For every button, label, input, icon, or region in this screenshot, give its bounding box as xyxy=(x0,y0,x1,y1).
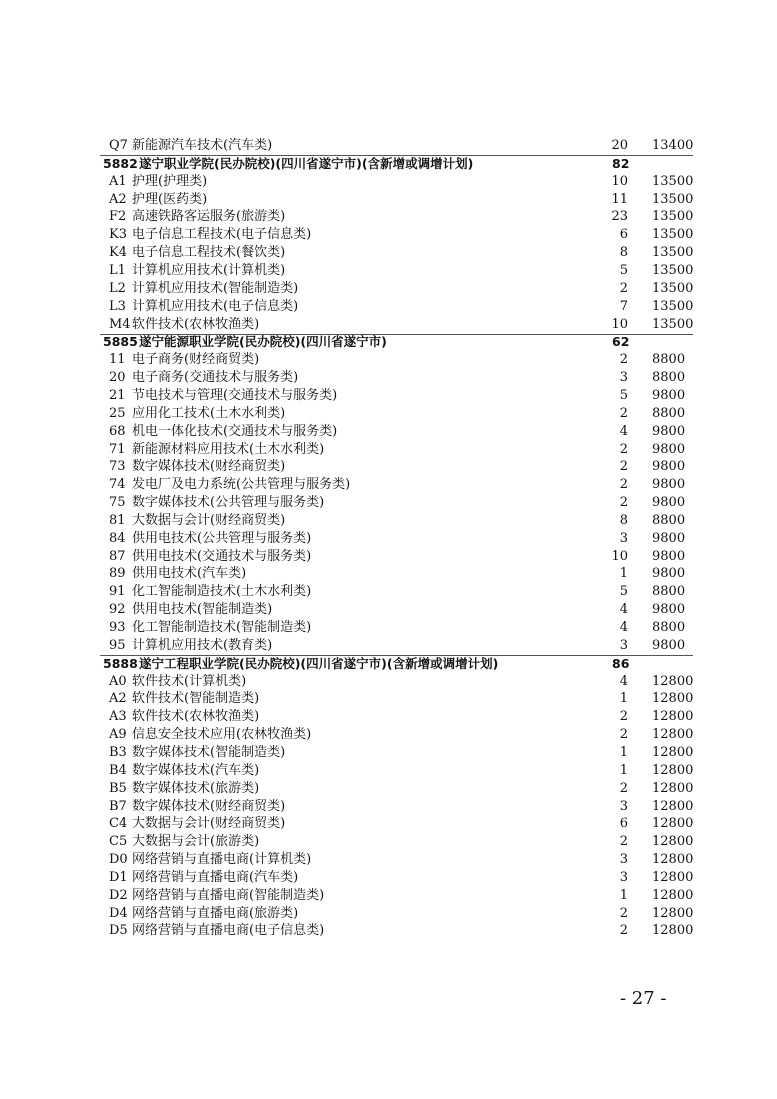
major-code: 95 xyxy=(109,637,126,653)
school-name: 遂宁工程职业学院(民办院校)(四川省遂宁市)(含新增或调增计划) xyxy=(139,655,499,671)
tuition-fee: 9800 xyxy=(652,387,686,403)
major-row xyxy=(0,762,777,780)
major-code: 73 xyxy=(109,459,126,475)
tuition-fee: 13500 xyxy=(652,280,694,296)
school-code: 5882 xyxy=(103,155,138,171)
major-code: L2 xyxy=(109,280,126,296)
plan-count: 1 xyxy=(619,691,628,707)
school-total-plan: 86 xyxy=(612,655,630,671)
major-row xyxy=(0,690,777,708)
major-code: K3 xyxy=(109,227,127,243)
major-name: 数字媒体技术(财经商贸类) xyxy=(132,798,286,814)
major-code: A1 xyxy=(109,173,127,189)
major-code: 20 xyxy=(109,370,126,386)
plan-count: 2 xyxy=(619,405,628,421)
major-row xyxy=(0,833,777,851)
major-name: 数字媒体技术(财经商贸类) xyxy=(132,459,286,475)
tuition-fee: 12800 xyxy=(652,887,694,903)
school-code: 5888 xyxy=(103,655,138,671)
tuition-fee: 9800 xyxy=(652,566,686,582)
major-row xyxy=(0,476,777,494)
major-name: 大数据与会计(旅游类) xyxy=(132,834,260,850)
plan-count: 2 xyxy=(619,441,628,457)
plan-count: 5 xyxy=(619,387,628,403)
major-row xyxy=(0,512,777,530)
tuition-fee: 13500 xyxy=(652,316,694,332)
major-name: 应用化工技术(土木水利类) xyxy=(132,405,286,421)
major-code: 11 xyxy=(109,352,126,368)
tuition-fee: 12800 xyxy=(652,816,694,832)
tuition-fee: 9800 xyxy=(652,495,686,510)
plan-count: 3 xyxy=(619,798,628,814)
major-code: A2 xyxy=(109,191,127,207)
plan-count: 3 xyxy=(619,370,628,386)
tuition-fee: 13400 xyxy=(652,138,694,153)
tuition-fee: 13500 xyxy=(652,298,694,314)
tuition-fee: 9800 xyxy=(652,530,686,546)
plan-count: 7 xyxy=(619,298,628,314)
major-row xyxy=(0,548,777,566)
plan-count: 4 xyxy=(619,423,628,439)
major-row xyxy=(0,565,777,583)
major-code: 84 xyxy=(109,530,126,546)
major-row xyxy=(0,798,777,816)
major-name: 计算机应用技术(电子信息类) xyxy=(132,298,299,314)
tuition-fee: 12800 xyxy=(652,852,694,867)
major-row xyxy=(0,887,777,905)
major-row xyxy=(0,905,777,923)
tuition-fee: 9800 xyxy=(652,602,686,618)
major-row xyxy=(0,441,777,459)
plan-count: 2 xyxy=(619,459,628,475)
major-name: 护理(医药类) xyxy=(132,191,208,207)
page-number: - 27 - xyxy=(620,988,667,1009)
major-name: 高速铁路客运服务(旅游类) xyxy=(132,209,286,225)
school-name: 遂宁能源职业学院(民办院校)(四川省遂宁市) xyxy=(139,334,387,350)
major-name: 数字媒体技术(旅游类) xyxy=(132,780,260,796)
plan-count: 1 xyxy=(619,887,628,903)
major-name: 软件技术(农林牧渔类) xyxy=(132,316,260,332)
major-row xyxy=(0,191,777,209)
major-code: 74 xyxy=(109,477,126,493)
tuition-fee: 8800 xyxy=(652,405,686,421)
major-name: 电子商务(交通技术与服务类) xyxy=(132,370,299,386)
tuition-fee: 9800 xyxy=(652,459,686,475)
major-row xyxy=(0,423,777,441)
tuition-fee: 13500 xyxy=(652,227,694,243)
major-code: L3 xyxy=(109,298,126,314)
major-code: 81 xyxy=(109,512,126,528)
major-name: 大数据与会计(财经商贸类) xyxy=(132,816,286,832)
major-code: 87 xyxy=(109,548,126,564)
plan-count: 6 xyxy=(619,816,628,832)
major-code: 91 xyxy=(109,584,126,600)
plan-count: 10 xyxy=(611,173,628,189)
major-code: 21 xyxy=(109,387,126,403)
tuition-fee: 12800 xyxy=(652,691,694,707)
major-row xyxy=(0,262,777,280)
school-header-row xyxy=(0,333,777,351)
major-row xyxy=(0,173,777,191)
school-name: 遂宁职业学院(民办院校)(四川省遂宁市)(含新增或调增计划) xyxy=(139,155,474,171)
tuition-fee: 8800 xyxy=(652,512,686,528)
major-code: L1 xyxy=(109,262,126,278)
major-row xyxy=(0,244,777,262)
plan-count: 3 xyxy=(619,869,628,885)
tuition-fee: 12800 xyxy=(652,780,694,796)
plan-count: 6 xyxy=(619,227,628,243)
major-name: 供用电技术(公共管理与服务类) xyxy=(132,530,312,546)
major-code: D5 xyxy=(109,923,128,939)
plan-count: 2 xyxy=(619,495,628,510)
major-name: 信息安全技术应用(农林牧渔类) xyxy=(132,727,312,743)
major-code: D4 xyxy=(109,905,128,921)
plan-count: 2 xyxy=(619,727,628,743)
major-code: 89 xyxy=(109,566,126,582)
major-row xyxy=(0,298,777,316)
tuition-fee: 12800 xyxy=(652,834,694,850)
plan-count: 2 xyxy=(619,905,628,921)
major-row xyxy=(0,744,777,762)
tuition-fee: 12800 xyxy=(652,905,694,921)
major-row xyxy=(0,458,777,476)
major-row xyxy=(0,619,777,637)
major-name: 计算机应用技术(教育类) xyxy=(132,637,273,653)
tuition-fee: 12800 xyxy=(652,673,694,689)
major-code: 71 xyxy=(109,441,126,457)
tuition-fee: 12800 xyxy=(652,762,694,778)
major-row xyxy=(0,815,777,833)
tuition-fee: 12800 xyxy=(652,709,694,725)
tuition-fee: 8800 xyxy=(652,370,686,386)
major-name: 供用电技术(智能制造类) xyxy=(132,602,273,618)
plan-count: 3 xyxy=(619,637,628,653)
major-code: A9 xyxy=(109,727,127,743)
tuition-fee: 9800 xyxy=(652,423,686,439)
major-code: 92 xyxy=(109,602,126,618)
major-row xyxy=(0,922,777,940)
major-code: B4 xyxy=(109,762,127,778)
plan-count: 8 xyxy=(619,245,628,261)
major-code: B7 xyxy=(109,798,127,814)
tuition-fee: 8800 xyxy=(652,620,686,635)
plan-count: 10 xyxy=(611,548,628,564)
tuition-fee: 13500 xyxy=(652,262,694,278)
major-code: M4 xyxy=(109,316,131,332)
major-code: Q7 xyxy=(109,138,128,153)
plan-count: 2 xyxy=(619,923,628,939)
major-name: 供用电技术(汽车类) xyxy=(132,566,247,582)
major-code: D1 xyxy=(109,869,128,885)
tuition-fee: 12800 xyxy=(652,744,694,760)
major-name: 网络营销与直播电商(智能制造类) xyxy=(132,887,325,903)
plan-count: 1 xyxy=(619,744,628,760)
major-name: 网络营销与直播电商(计算机类) xyxy=(132,852,312,867)
major-name: 网络营销与直播电商(汽车类) xyxy=(132,869,299,885)
major-row xyxy=(0,280,777,298)
major-code: C5 xyxy=(109,834,128,850)
school-code: 5885 xyxy=(103,334,138,350)
plan-count: 4 xyxy=(619,602,628,618)
major-code: K4 xyxy=(109,245,127,261)
major-row xyxy=(0,851,777,869)
plan-count: 23 xyxy=(611,209,628,225)
plan-count: 3 xyxy=(619,852,628,867)
plan-count: 5 xyxy=(619,262,628,278)
major-code: D0 xyxy=(109,852,128,867)
plan-count: 1 xyxy=(619,762,628,778)
major-row xyxy=(0,387,777,405)
major-row xyxy=(0,351,777,369)
major-name: 化工智能制造技术(智能制造类) xyxy=(132,620,312,635)
major-name: 电子信息工程技术(餐饮类) xyxy=(132,245,286,261)
major-row xyxy=(0,601,777,619)
tuition-fee: 13500 xyxy=(652,245,694,261)
tuition-fee: 13500 xyxy=(652,209,694,225)
major-row xyxy=(0,637,777,655)
major-code: C4 xyxy=(109,816,128,832)
plan-count: 2 xyxy=(619,780,628,796)
plan-count: 20 xyxy=(611,138,628,153)
major-name: 新能源材料应用技术(土木水利类) xyxy=(132,441,325,457)
school-total-plan: 62 xyxy=(612,334,630,350)
major-code: F2 xyxy=(109,209,127,225)
major-row xyxy=(0,869,777,887)
plan-count: 10 xyxy=(611,316,628,332)
major-name: 护理(护理类) xyxy=(132,173,208,189)
major-row xyxy=(0,208,777,226)
major-name: 计算机应用技术(智能制造类) xyxy=(132,280,299,296)
plan-count: 2 xyxy=(619,352,628,368)
major-name: 供用电技术(交通技术与服务类) xyxy=(132,548,312,564)
major-name: 网络营销与直播电商(旅游类) xyxy=(132,905,299,921)
major-code: D2 xyxy=(109,887,128,903)
major-code: 75 xyxy=(109,495,126,510)
tuition-fee: 13500 xyxy=(652,173,694,189)
tuition-fee: 12800 xyxy=(652,798,694,814)
plan-count: 2 xyxy=(619,280,628,296)
major-name: 节电技术与管理(交通技术与服务类) xyxy=(132,387,338,403)
tuition-fee: 9800 xyxy=(652,441,686,457)
major-name: 数字媒体技术(智能制造类) xyxy=(132,744,286,760)
major-name: 软件技术(农林牧渔类) xyxy=(132,709,260,725)
tuition-fee: 12800 xyxy=(652,727,694,743)
major-row xyxy=(0,369,777,387)
tuition-fee: 9800 xyxy=(652,548,686,564)
plan-count: 5 xyxy=(619,584,628,600)
major-name: 化工智能制造技术(土木水利类) xyxy=(132,584,312,600)
school-header-row xyxy=(0,655,777,673)
major-row xyxy=(0,673,777,691)
major-row xyxy=(0,726,777,744)
major-row xyxy=(0,708,777,726)
plan-count: 4 xyxy=(619,620,628,635)
major-name: 电子信息工程技术(电子信息类) xyxy=(132,227,312,243)
major-code: A3 xyxy=(109,709,127,725)
plan-count: 2 xyxy=(619,709,628,725)
major-name: 数字媒体技术(公共管理与服务类) xyxy=(132,495,325,510)
school-total-plan: 82 xyxy=(612,155,630,171)
tuition-fee: 12800 xyxy=(652,923,694,939)
major-name: 软件技术(计算机类) xyxy=(132,673,247,689)
school-header-row xyxy=(0,155,777,173)
plan-count: 11 xyxy=(611,191,628,207)
major-row xyxy=(0,226,777,244)
plan-count: 8 xyxy=(619,512,628,528)
major-name: 新能源汽车技术(汽车类) xyxy=(132,138,273,153)
plan-count: 4 xyxy=(619,673,628,689)
major-code: 93 xyxy=(109,620,126,635)
major-name: 数字媒体技术(汽车类) xyxy=(132,762,260,778)
major-name: 软件技术(智能制造类) xyxy=(132,691,260,707)
major-code: 68 xyxy=(109,423,126,439)
major-name: 机电一体化技术(交通技术与服务类) xyxy=(132,423,338,439)
major-name: 发电厂及电力系统(公共管理与服务类) xyxy=(132,477,351,493)
plan-count: 2 xyxy=(619,834,628,850)
major-code: B5 xyxy=(109,780,127,796)
major-row xyxy=(0,494,777,512)
major-code: B3 xyxy=(109,744,127,760)
major-row xyxy=(0,780,777,798)
major-code: 25 xyxy=(109,405,126,421)
tuition-fee: 8800 xyxy=(652,352,686,368)
plan-count: 3 xyxy=(619,530,628,546)
plan-count: 2 xyxy=(619,477,628,493)
major-name: 电子商务(财经商贸类) xyxy=(132,352,260,368)
tuition-fee: 13500 xyxy=(652,191,694,207)
major-code: A0 xyxy=(109,673,127,689)
major-row xyxy=(0,530,777,548)
major-name: 计算机应用技术(计算机类) xyxy=(132,262,286,278)
tuition-fee: 12800 xyxy=(652,869,694,885)
major-name: 网络营销与直播电商(电子信息类) xyxy=(132,923,325,939)
major-name: 大数据与会计(财经商贸类) xyxy=(132,512,286,528)
major-row xyxy=(0,405,777,423)
tuition-fee: 9800 xyxy=(652,637,686,653)
plan-count: 1 xyxy=(619,566,628,582)
tuition-fee: 8800 xyxy=(652,584,686,600)
major-code: A2 xyxy=(109,691,127,707)
major-row xyxy=(0,137,777,155)
major-row xyxy=(0,316,777,334)
major-row xyxy=(0,583,777,601)
tuition-fee: 9800 xyxy=(652,477,686,493)
